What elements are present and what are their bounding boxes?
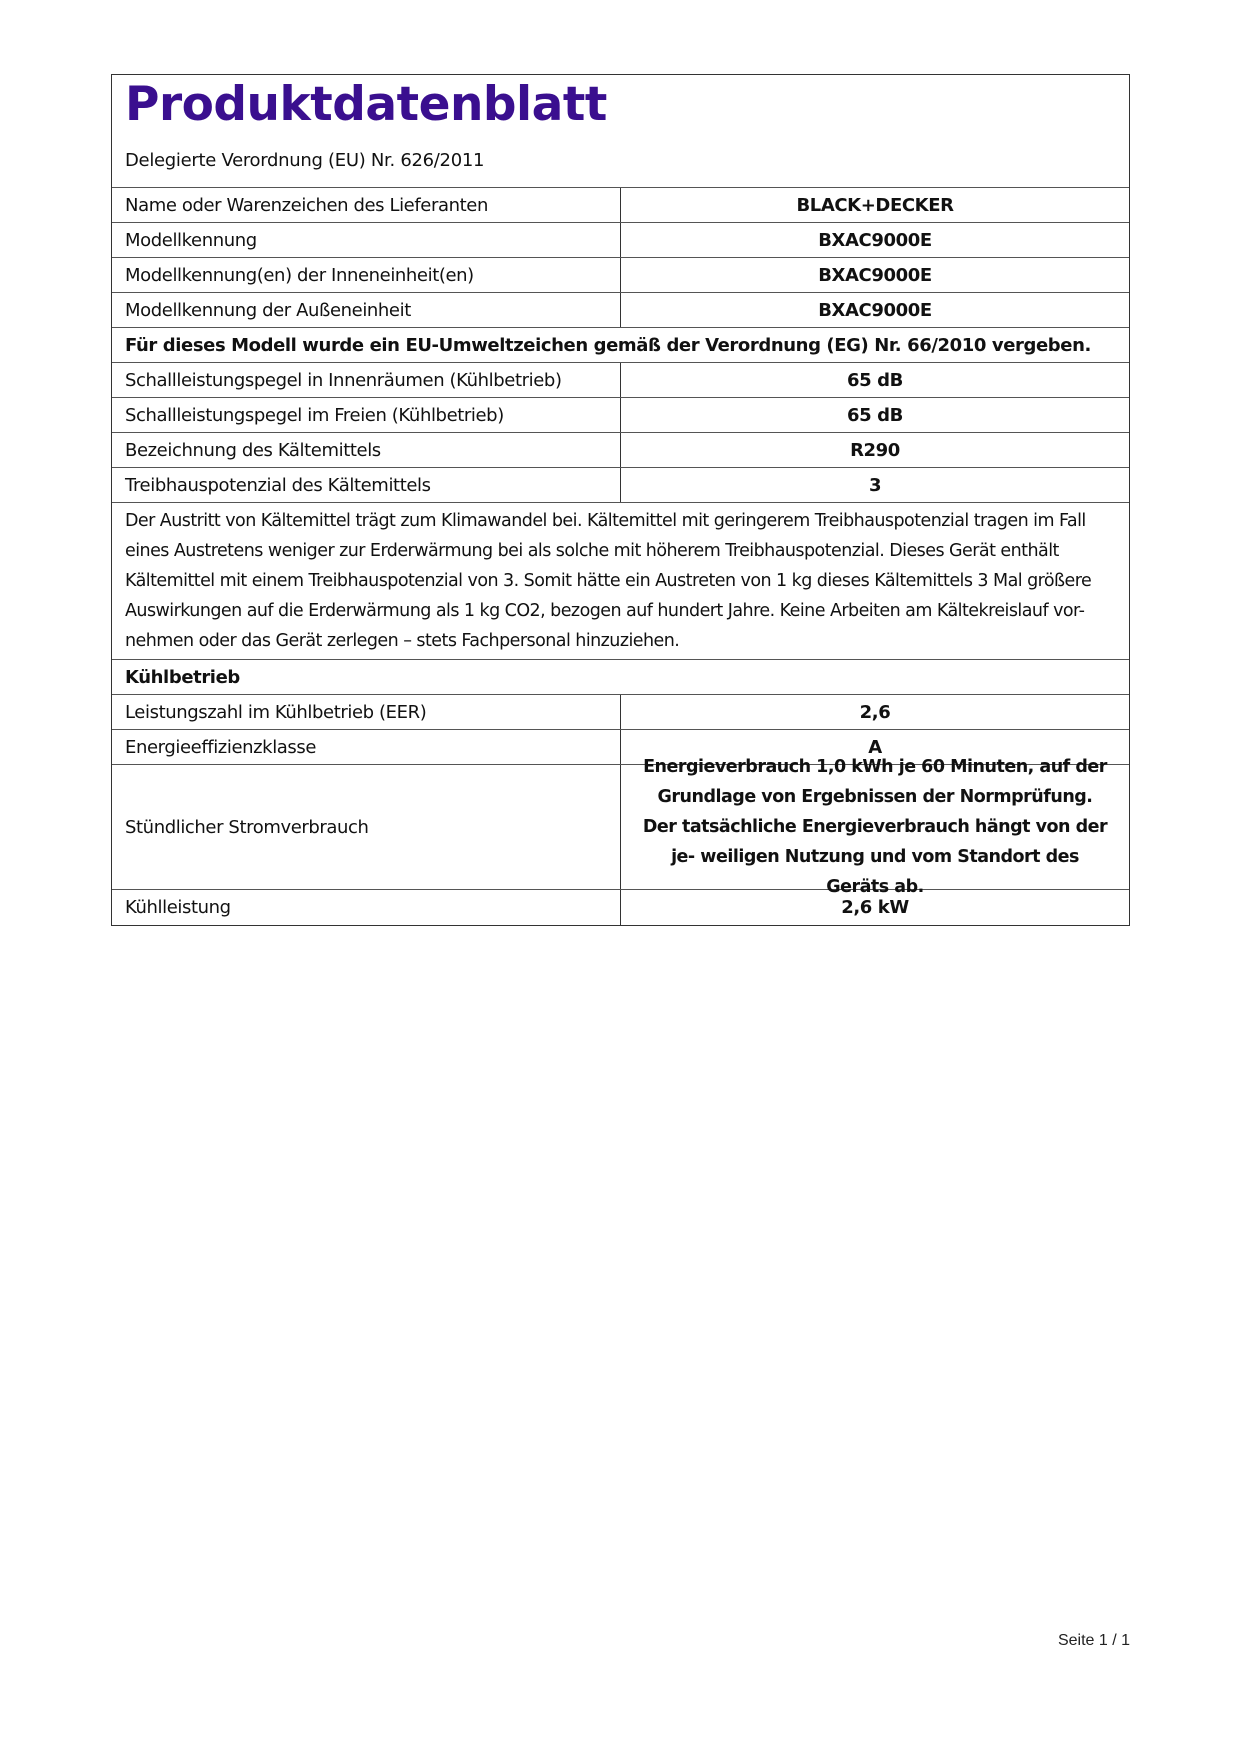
row-value: BXAC9000E bbox=[818, 264, 932, 286]
table-row-gwp bbox=[112, 468, 1129, 503]
row-label: Stündlicher Stromverbrauch bbox=[112, 765, 621, 889]
regulation-subtitle: Delegierte Verordnung (EU) Nr. 626/2011 bbox=[125, 150, 485, 171]
table-row-sound-indoor bbox=[112, 363, 1129, 398]
sheet-header bbox=[112, 75, 1129, 188]
table-row-eer bbox=[112, 695, 1129, 730]
row-value: 2,6 kW bbox=[841, 897, 909, 918]
row-value: 65 dB bbox=[847, 369, 903, 391]
table-row-cooling-capacity bbox=[112, 890, 1129, 925]
table-row-indoor-unit bbox=[112, 258, 1129, 293]
row-value: BLACK+DECKER bbox=[796, 194, 954, 216]
eco-label-row bbox=[112, 328, 1129, 363]
table-row-model-id bbox=[112, 223, 1129, 258]
row-value: BXAC9000E bbox=[818, 229, 932, 251]
table-row-outdoor-unit bbox=[112, 293, 1129, 328]
row-value: A bbox=[868, 736, 882, 758]
row-value: R290 bbox=[850, 439, 900, 461]
row-label: Name oder Warenzeichen des Lieferanten bbox=[112, 188, 621, 222]
section-heading-cooling: Kühlbetrieb bbox=[125, 666, 240, 688]
row-label: Schallleistungspegel in Innenräumen (Kühlbetrieb) bbox=[112, 363, 621, 397]
row-label: Treibhauspotenzial des Kältemittels bbox=[112, 468, 621, 502]
row-label: Modellkennung(en) der Inneneinheit(en) bbox=[112, 258, 621, 292]
page-title: Produktdatenblatt bbox=[125, 77, 607, 132]
row-value: 3 bbox=[868, 474, 882, 496]
table-row-supplier bbox=[112, 188, 1129, 223]
row-label: Leistungszahl im Kühlbetrieb (EER) bbox=[112, 695, 621, 729]
product-data-sheet bbox=[111, 74, 1130, 926]
row-value: Energieverbrauch 1,0 kWh je 60 Minuten, auf der Grundlage von Ergebnissen der Normprüfung. Der tatsächliche Energieverbrauch hängt von der je- weiligen Nutzung und vom Standort des Geräts ab. bbox=[642, 757, 1108, 897]
row-value: 65 dB bbox=[847, 404, 903, 426]
page-indicator: Seite 1 / 1 bbox=[1057, 1632, 1130, 1649]
section-cooling-row bbox=[112, 660, 1129, 695]
eco-label-notice: Für dieses Modell wurde ein EU-Umweltzeichen gemäß der Verordnung (EG) Nr. 66/2010 vergeben. bbox=[125, 334, 1091, 356]
row-label: Kühlleistung bbox=[112, 890, 621, 925]
row-label: Modellkennung bbox=[112, 223, 621, 257]
table-row-hourly-consumption bbox=[112, 757, 1129, 897]
table-row-sound-outdoor bbox=[112, 398, 1129, 433]
row-label: Energieeffizienzklasse bbox=[112, 730, 621, 764]
refrigerant-notice-row bbox=[112, 503, 1129, 660]
row-value: 2,6 bbox=[859, 701, 891, 723]
row-label: Schallleistungspegel im Freien (Kühlbetrieb) bbox=[112, 398, 621, 432]
row-label: Modellkennung der Außeneinheit bbox=[112, 293, 621, 327]
table-row-refrigerant bbox=[112, 433, 1129, 468]
refrigerant-notice: Der Austritt von Kältemittel trägt zum Klimawandel bei. Kältemittel mit geringerem Treibhauspotenzial tragen im Fall eines Austretens weniger zur Erderwärmung bei als solche mit höherem Treibhauspotenzial. Dieses Gerät enthält Kältemittel mit einem Treibhauspotenzial von 3. Somit hätte ein Austreten von 1 kg dieses Kältemittels 3 Mal größere Auswirkungen auf die Erderwärmung als 1 kg CO2, bezogen auf hundert Jahre. Keine Arbeiten am Kältekreislauf vor- nehmen oder das Gerät zerlegen – stets Fachpersonal hinzuziehen. bbox=[125, 511, 1092, 651]
row-label: Bezeichnung des Kältemittels bbox=[112, 433, 621, 467]
row-value: BXAC9000E bbox=[818, 299, 932, 321]
